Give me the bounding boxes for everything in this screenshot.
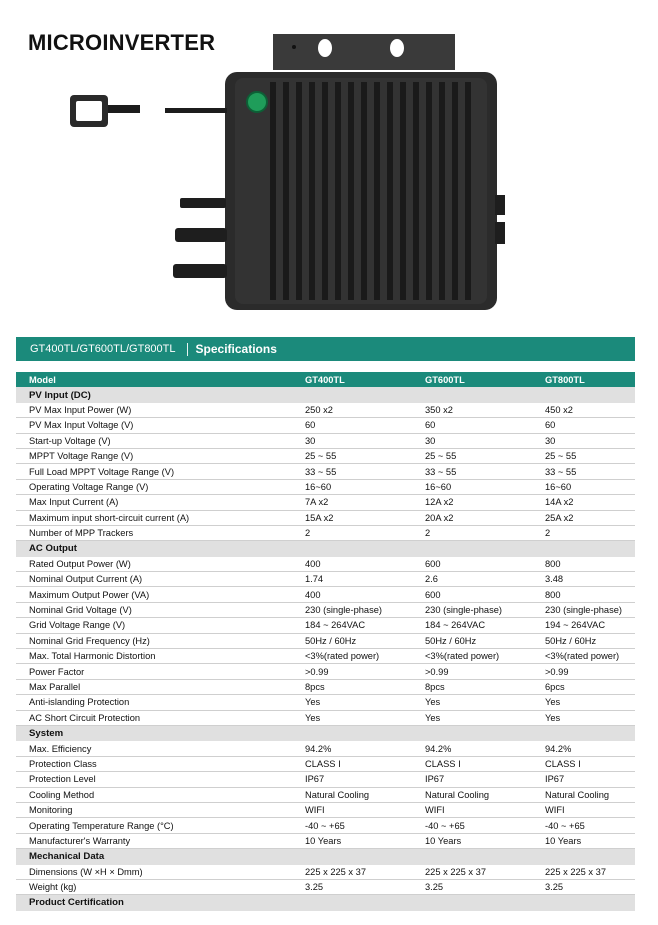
table-row bbox=[16, 803, 635, 818]
spec-value: 2 bbox=[305, 528, 311, 539]
spec-value: 600 bbox=[425, 558, 441, 569]
spec-value: 800 bbox=[545, 589, 561, 600]
spec-value: >0.99 bbox=[545, 666, 569, 677]
table-row bbox=[16, 495, 635, 510]
table-row bbox=[16, 664, 635, 679]
spec-value: 450 x2 bbox=[545, 404, 573, 415]
spec-value: CLASS I bbox=[425, 758, 461, 769]
spec-label: Cooling Method bbox=[29, 789, 95, 800]
table-row bbox=[16, 649, 635, 664]
table-row bbox=[16, 526, 635, 541]
spec-value: -40 ~ +65 bbox=[545, 820, 585, 831]
spec-label: Operating Voltage Range (V) bbox=[29, 481, 149, 492]
spec-value: 1.74 bbox=[305, 574, 324, 585]
spec-value: CLASS I bbox=[545, 758, 581, 769]
spec-value: 60 bbox=[545, 420, 556, 431]
spec-value: WIFI bbox=[425, 805, 445, 816]
spec-value: 184 ~ 264VAC bbox=[305, 620, 366, 631]
spec-value: 194 ~ 264VAC bbox=[545, 620, 606, 631]
spec-value: -40 ~ +65 bbox=[305, 820, 345, 831]
table-row bbox=[16, 418, 635, 433]
spec-value: IP67 bbox=[425, 774, 445, 785]
spec-label: PV Max Input Voltage (V) bbox=[29, 420, 134, 431]
header-cell: GT800TL bbox=[545, 374, 585, 385]
spec-label: AC Short Circuit Protection bbox=[29, 712, 141, 723]
spec-value: CLASS I bbox=[305, 758, 341, 769]
banner-models: GT400TL/GT600TL/GT800TL bbox=[30, 343, 176, 355]
table-row bbox=[16, 880, 635, 895]
spec-value: 60 bbox=[425, 420, 436, 431]
table-row bbox=[16, 434, 635, 449]
spec-value: 225 x 225 x 37 bbox=[425, 866, 486, 877]
spec-value: 3.25 bbox=[545, 882, 564, 893]
spec-value: Natural Cooling bbox=[545, 789, 610, 800]
spec-value: 184 ~ 264VAC bbox=[425, 620, 486, 631]
table-row bbox=[16, 464, 635, 479]
section-header-row bbox=[16, 387, 635, 402]
spec-value: WIFI bbox=[305, 805, 325, 816]
spec-value: 3.48 bbox=[545, 574, 564, 585]
section-header-row bbox=[16, 895, 635, 910]
spec-value: 94.2% bbox=[305, 743, 332, 754]
spec-label: Protection Level bbox=[29, 774, 96, 785]
spec-value: Yes bbox=[305, 712, 321, 723]
spec-label: Full Load MPPT Voltage Range (V) bbox=[29, 466, 175, 477]
spec-value: Natural Cooling bbox=[425, 789, 490, 800]
spec-value: 30 bbox=[425, 435, 436, 446]
header-cell: GT400TL bbox=[305, 374, 345, 385]
spec-value: Yes bbox=[425, 712, 441, 723]
spec-value: 25A x2 bbox=[545, 512, 574, 523]
banner-divider bbox=[187, 343, 188, 356]
table-row bbox=[16, 788, 635, 803]
spec-value: 6pcs bbox=[545, 682, 565, 692]
table-row bbox=[16, 480, 635, 495]
spec-label: Dimensions (W ×H × Dmm) bbox=[29, 866, 143, 877]
table-row bbox=[16, 818, 635, 833]
spec-label: Max. Total Harmonic Distortion bbox=[29, 651, 156, 662]
spec-value: 33 ~ 55 bbox=[425, 466, 457, 477]
table-row bbox=[16, 865, 635, 880]
section-header-row bbox=[16, 541, 635, 556]
spec-value: Natural Cooling bbox=[305, 789, 370, 800]
table-row bbox=[16, 603, 635, 618]
spec-value: 14A x2 bbox=[545, 497, 574, 508]
spec-label: Protection Class bbox=[29, 758, 97, 769]
spec-value: 350 x2 bbox=[425, 404, 453, 415]
spec-value: <3%(rated power) bbox=[425, 651, 500, 662]
spec-label: Nominal Grid Frequency (Hz) bbox=[29, 635, 150, 646]
spec-label: Operating Temperature Range (°C) bbox=[29, 820, 174, 831]
spec-label: Max Input Current (A) bbox=[29, 497, 119, 508]
table-row bbox=[16, 772, 635, 787]
spec-value: 94.2% bbox=[545, 743, 572, 754]
spec-value: 20A x2 bbox=[425, 512, 454, 523]
spec-value: 50Hz / 60Hz bbox=[425, 635, 477, 646]
spec-label: Grid Voltage Range (V) bbox=[29, 620, 126, 631]
spec-value: 30 bbox=[305, 435, 316, 446]
table-row bbox=[16, 634, 635, 649]
spec-value: 225 x 225 x 37 bbox=[305, 866, 366, 877]
spec-value: 7A x2 bbox=[305, 497, 329, 508]
table-header-row bbox=[16, 372, 635, 387]
spec-value: 10 Years bbox=[425, 835, 462, 846]
spec-label: Weight (kg) bbox=[29, 882, 77, 893]
spec-value: WIFI bbox=[545, 805, 565, 816]
banner-label: Specifications bbox=[195, 342, 277, 356]
spec-value: 10 Years bbox=[545, 835, 582, 846]
spec-value: 50Hz / 60Hz bbox=[305, 635, 357, 646]
spec-value: 600 bbox=[425, 589, 441, 600]
spec-value: 2 bbox=[545, 528, 551, 539]
spec-label: Max Parallel bbox=[29, 682, 81, 692]
spec-value: 16~60 bbox=[425, 481, 452, 492]
table-row bbox=[16, 757, 635, 772]
spec-value: IP67 bbox=[305, 774, 325, 785]
table-row bbox=[16, 557, 635, 572]
spec-value: 30 bbox=[545, 435, 556, 446]
spec-value: 400 bbox=[305, 558, 321, 569]
table-row bbox=[16, 511, 635, 526]
table-row bbox=[16, 680, 635, 695]
spec-label: Manufacturer's Warranty bbox=[29, 835, 131, 846]
section-title: Product Certification bbox=[29, 897, 124, 909]
spec-value: 10 Years bbox=[305, 835, 342, 846]
spec-value: 230 (single-phase) bbox=[545, 605, 623, 616]
spec-value: 25 ~ 55 bbox=[545, 451, 577, 462]
section-title: AC Output bbox=[29, 543, 77, 555]
spec-value: 400 bbox=[305, 589, 321, 600]
microinverter-image bbox=[165, 30, 505, 315]
spec-value: 225 x 225 x 37 bbox=[545, 866, 606, 877]
spec-value: 94.2% bbox=[425, 743, 452, 754]
spec-label: Power Factor bbox=[29, 666, 85, 677]
spec-label: Start-up Voltage (V) bbox=[29, 435, 111, 446]
spec-label: Maximum input short-circuit current (A) bbox=[29, 512, 190, 523]
spec-value: 8pcs bbox=[425, 682, 445, 692]
section-title: PV Input (DC) bbox=[29, 389, 91, 401]
table-row bbox=[16, 695, 635, 710]
header-cell: GT600TL bbox=[425, 374, 465, 385]
spec-value: 3.25 bbox=[425, 882, 444, 893]
spec-label: PV Max Input Power (W) bbox=[29, 404, 132, 415]
spec-value: 16~60 bbox=[545, 481, 572, 492]
table-row bbox=[16, 834, 635, 849]
spec-value: IP67 bbox=[545, 774, 565, 785]
table-row bbox=[16, 587, 635, 602]
table-row bbox=[16, 403, 635, 418]
spec-value: 8pcs bbox=[305, 682, 325, 692]
spec-value: <3%(rated power) bbox=[305, 651, 380, 662]
section-header-row bbox=[16, 726, 635, 741]
section-title: Mechanical Data bbox=[29, 851, 105, 863]
spec-value: 16~60 bbox=[305, 481, 332, 492]
spec-label: Rated Output Power (W) bbox=[29, 558, 131, 569]
spec-value: 33 ~ 55 bbox=[305, 466, 337, 477]
spec-label: Max. Efficiency bbox=[29, 743, 92, 754]
spec-label: Number of MPP Trackers bbox=[29, 528, 134, 539]
spec-value: Yes bbox=[545, 712, 561, 723]
spec-value: 25 ~ 55 bbox=[305, 451, 337, 462]
section-title: System bbox=[29, 728, 64, 740]
spec-table bbox=[16, 372, 635, 911]
spec-value: 60 bbox=[305, 420, 316, 431]
spec-value: 800 bbox=[545, 558, 561, 569]
spec-value: Yes bbox=[305, 697, 321, 708]
spec-value: >0.99 bbox=[425, 666, 449, 677]
header-cell: Model bbox=[29, 374, 56, 385]
spec-value: <3%(rated power) bbox=[545, 651, 620, 662]
table-row bbox=[16, 449, 635, 464]
spec-value: 230 (single-phase) bbox=[425, 605, 503, 616]
spec-label: Monitoring bbox=[29, 805, 73, 816]
section-header-row bbox=[16, 849, 635, 864]
spec-value: Yes bbox=[545, 697, 561, 708]
table-row bbox=[16, 711, 635, 726]
spec-value: 250 x2 bbox=[305, 404, 333, 415]
spec-value: 33 ~ 55 bbox=[545, 466, 577, 477]
spec-banner bbox=[16, 337, 635, 361]
table-row bbox=[16, 572, 635, 587]
spec-value: 3.25 bbox=[305, 882, 324, 893]
spec-value: 15A x2 bbox=[305, 512, 334, 523]
table-row bbox=[16, 741, 635, 756]
spec-value: 2 bbox=[425, 528, 431, 539]
spec-label: Nominal Output Current (A) bbox=[29, 574, 143, 585]
spec-value: -40 ~ +65 bbox=[425, 820, 465, 831]
spec-label: Maximum Output Power (VA) bbox=[29, 589, 150, 600]
spec-value: 2.6 bbox=[425, 574, 438, 585]
spec-value: >0.99 bbox=[305, 666, 329, 677]
table-row bbox=[16, 618, 635, 633]
spec-value: 50Hz / 60Hz bbox=[545, 635, 597, 646]
spec-label: Nominal Grid Voltage (V) bbox=[29, 605, 132, 616]
ac-plug-icon bbox=[70, 93, 140, 133]
spec-value: 25 ~ 55 bbox=[425, 451, 457, 462]
page-title: MICROINVERTER bbox=[28, 30, 216, 55]
spec-value: 230 (single-phase) bbox=[305, 605, 383, 616]
spec-label: Anti-islanding Protection bbox=[29, 697, 130, 708]
spec-value: Yes bbox=[425, 697, 441, 708]
spec-label: MPPT Voltage Range (V) bbox=[29, 451, 134, 462]
spec-value: 12A x2 bbox=[425, 497, 454, 508]
